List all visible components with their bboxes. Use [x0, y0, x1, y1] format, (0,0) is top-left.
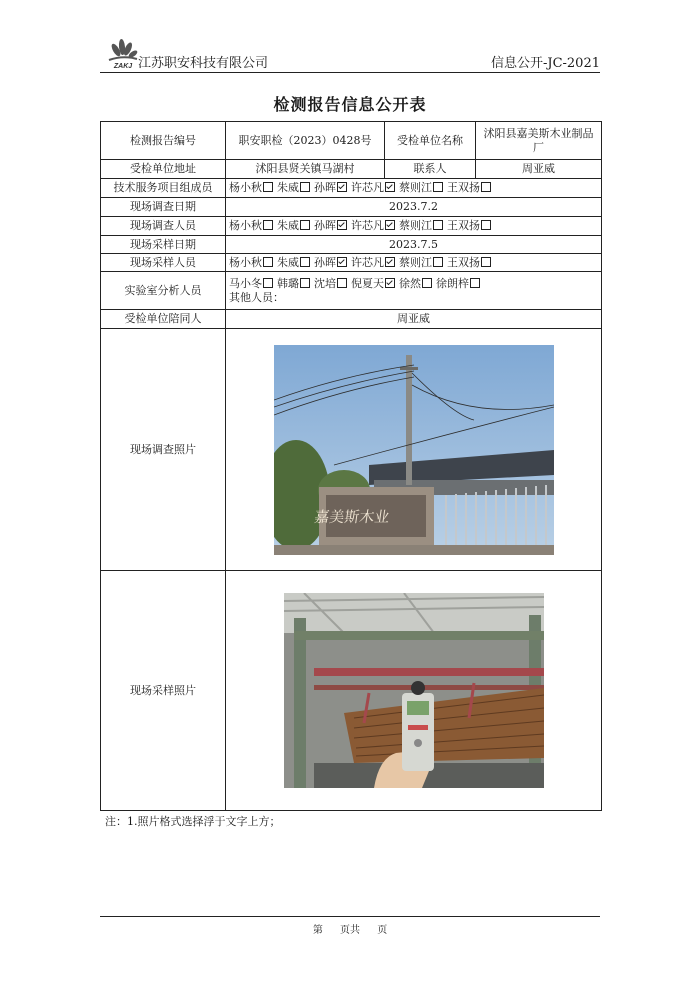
member-name: 王双扬 — [447, 255, 480, 269]
member-item — [399, 277, 433, 290]
label-lab: 实验室分析人员 — [101, 272, 226, 310]
member-name: 徐然 — [399, 276, 421, 290]
member-name: 倪夏天 — [351, 276, 384, 290]
member-name: 马小冬 — [229, 276, 262, 290]
member-name: 韩璐 — [277, 276, 299, 290]
lab-members — [229, 277, 598, 291]
label-survey-photo: 现场调查照片 — [101, 329, 226, 571]
footer-page-total: 页共 — [340, 925, 360, 936]
member-item — [229, 181, 274, 194]
member-item — [277, 277, 311, 290]
unchecked-box-icon[interactable] — [300, 220, 310, 230]
label-address: 受检单位地址 — [101, 160, 226, 179]
row-lab — [101, 272, 602, 310]
member-item — [399, 256, 444, 269]
member-item — [447, 219, 492, 232]
member-name: 许芯凡 — [351, 255, 384, 269]
member-item — [399, 181, 444, 194]
member-name: 王双扬 — [447, 181, 480, 194]
member-item — [399, 219, 444, 232]
unchecked-box-icon[interactable] — [263, 278, 273, 288]
row-survey-photo — [101, 329, 602, 571]
member-name: 孙晖 — [314, 255, 336, 269]
unchecked-box-icon[interactable] — [481, 220, 491, 230]
member-name: 杨小秋 — [229, 181, 262, 194]
value-team — [226, 179, 602, 198]
member-item — [229, 256, 274, 269]
survey-photo — [274, 345, 554, 555]
member-item — [436, 277, 481, 290]
svg-text:嘉美斯木业: 嘉美斯木业 — [312, 507, 391, 526]
checked-box-icon[interactable] — [385, 182, 395, 192]
page-footer — [0, 921, 700, 936]
member-name: 蔡则江 — [399, 255, 432, 269]
member-item — [351, 256, 396, 269]
member-item — [314, 219, 348, 232]
page-title: 检测报告信息公开表 — [273, 95, 427, 114]
unchecked-box-icon[interactable] — [422, 278, 432, 288]
label-contact: 联系人 — [385, 160, 476, 179]
value-escort: 周亚威 — [226, 310, 602, 329]
footer-page: 第 — [312, 925, 323, 936]
member-name: 许芯凡 — [351, 219, 384, 232]
member-item — [277, 219, 311, 232]
company-logo-icon — [106, 36, 140, 70]
member-item — [351, 181, 396, 194]
member-name: 杨小秋 — [229, 219, 262, 232]
value-sampling-staff — [226, 254, 602, 272]
unchecked-box-icon[interactable] — [433, 257, 443, 267]
logo-text: ZAKJ — [113, 63, 133, 70]
member-name: 蔡则江 — [399, 181, 432, 194]
row-sampling-photo — [101, 571, 602, 811]
label-sampling-date: 现场采样日期 — [101, 236, 226, 254]
label-survey-date: 现场调查日期 — [101, 198, 226, 217]
checked-box-icon[interactable] — [337, 220, 347, 230]
member-name: 杨小秋 — [229, 255, 262, 269]
checked-box-icon[interactable] — [385, 278, 395, 288]
member-name: 朱威 — [277, 181, 299, 194]
checked-box-icon[interactable] — [385, 257, 395, 267]
row-report-no — [101, 122, 602, 160]
member-item — [277, 181, 311, 194]
unchecked-box-icon[interactable] — [300, 278, 310, 288]
member-item — [447, 181, 492, 194]
member-name: 徐朗梓 — [436, 276, 469, 290]
footer-page-end: 页 — [377, 925, 388, 936]
unchecked-box-icon[interactable] — [300, 257, 310, 267]
checked-box-icon[interactable] — [337, 182, 347, 192]
lab-others: 其他人员： — [229, 290, 284, 304]
label-survey-staff: 现场调查人员 — [101, 217, 226, 236]
unchecked-box-icon[interactable] — [433, 220, 443, 230]
row-escort — [101, 310, 602, 329]
unchecked-box-icon[interactable] — [263, 220, 273, 230]
label-report-no: 检测报告编号 — [101, 122, 226, 160]
label-sampling-staff: 现场采样人员 — [101, 254, 226, 272]
member-item — [314, 181, 348, 194]
footnote: 注：1.照片格式选择浮于文字上方； — [105, 815, 281, 828]
row-sampling-staff — [101, 254, 602, 272]
unchecked-box-icon[interactable] — [481, 182, 491, 192]
value-contact: 周亚威 — [476, 160, 602, 179]
label-sampling-photo: 现场采样照片 — [101, 571, 226, 811]
value-inspected-unit: 沭阳县嘉美斯木业制品厂 — [476, 122, 602, 160]
label-team: 技术服务项目组成员 — [101, 179, 226, 198]
checked-box-icon[interactable] — [337, 257, 347, 267]
info-table — [100, 121, 602, 811]
member-item — [229, 277, 274, 290]
value-survey-date: 2023.7.2 — [226, 198, 602, 217]
row-sampling-date — [101, 236, 602, 254]
member-item — [314, 277, 348, 290]
member-name: 孙晖 — [314, 219, 336, 232]
value-report-no: 职安职检（2023）0428号 — [226, 122, 385, 160]
row-survey-date — [101, 198, 602, 217]
member-item — [229, 219, 274, 232]
member-name: 王双扬 — [447, 219, 480, 232]
member-name: 朱威 — [277, 255, 299, 269]
value-sampling-date: 2023.7.5 — [226, 236, 602, 254]
member-name: 孙晖 — [314, 181, 336, 194]
member-name: 蔡则江 — [399, 219, 432, 232]
row-team — [101, 179, 602, 198]
row-survey-staff — [101, 217, 602, 236]
footer-divider — [100, 916, 600, 917]
sampling-photo — [284, 593, 544, 788]
member-item — [351, 219, 396, 232]
value-survey-staff — [226, 217, 602, 236]
label-inspected-unit: 受检单位名称 — [385, 122, 476, 160]
unchecked-box-icon[interactable] — [481, 257, 491, 267]
member-name: 许芯凡 — [351, 181, 384, 194]
row-address — [101, 160, 602, 179]
company-name: 江苏职安科技有限公司 — [138, 56, 269, 71]
member-item — [447, 256, 492, 269]
member-item — [351, 277, 396, 290]
member-name: 沈培 — [314, 276, 336, 290]
unchecked-box-icon[interactable] — [300, 182, 310, 192]
document-code: 信息公开-JC-2021 — [490, 56, 600, 71]
unchecked-box-icon[interactable] — [337, 278, 347, 288]
unchecked-box-icon[interactable] — [433, 182, 443, 192]
member-name: 朱威 — [277, 219, 299, 232]
value-address: 沭阳县贤关镇马湖村 — [226, 160, 385, 179]
unchecked-box-icon[interactable] — [263, 182, 273, 192]
label-escort: 受检单位陪同人 — [101, 310, 226, 329]
page-header — [100, 36, 600, 73]
value-lab — [226, 272, 602, 310]
unchecked-box-icon[interactable] — [263, 257, 273, 267]
unchecked-box-icon[interactable] — [470, 278, 480, 288]
checked-box-icon[interactable] — [385, 220, 395, 230]
member-item — [277, 256, 311, 269]
member-item — [314, 256, 348, 269]
